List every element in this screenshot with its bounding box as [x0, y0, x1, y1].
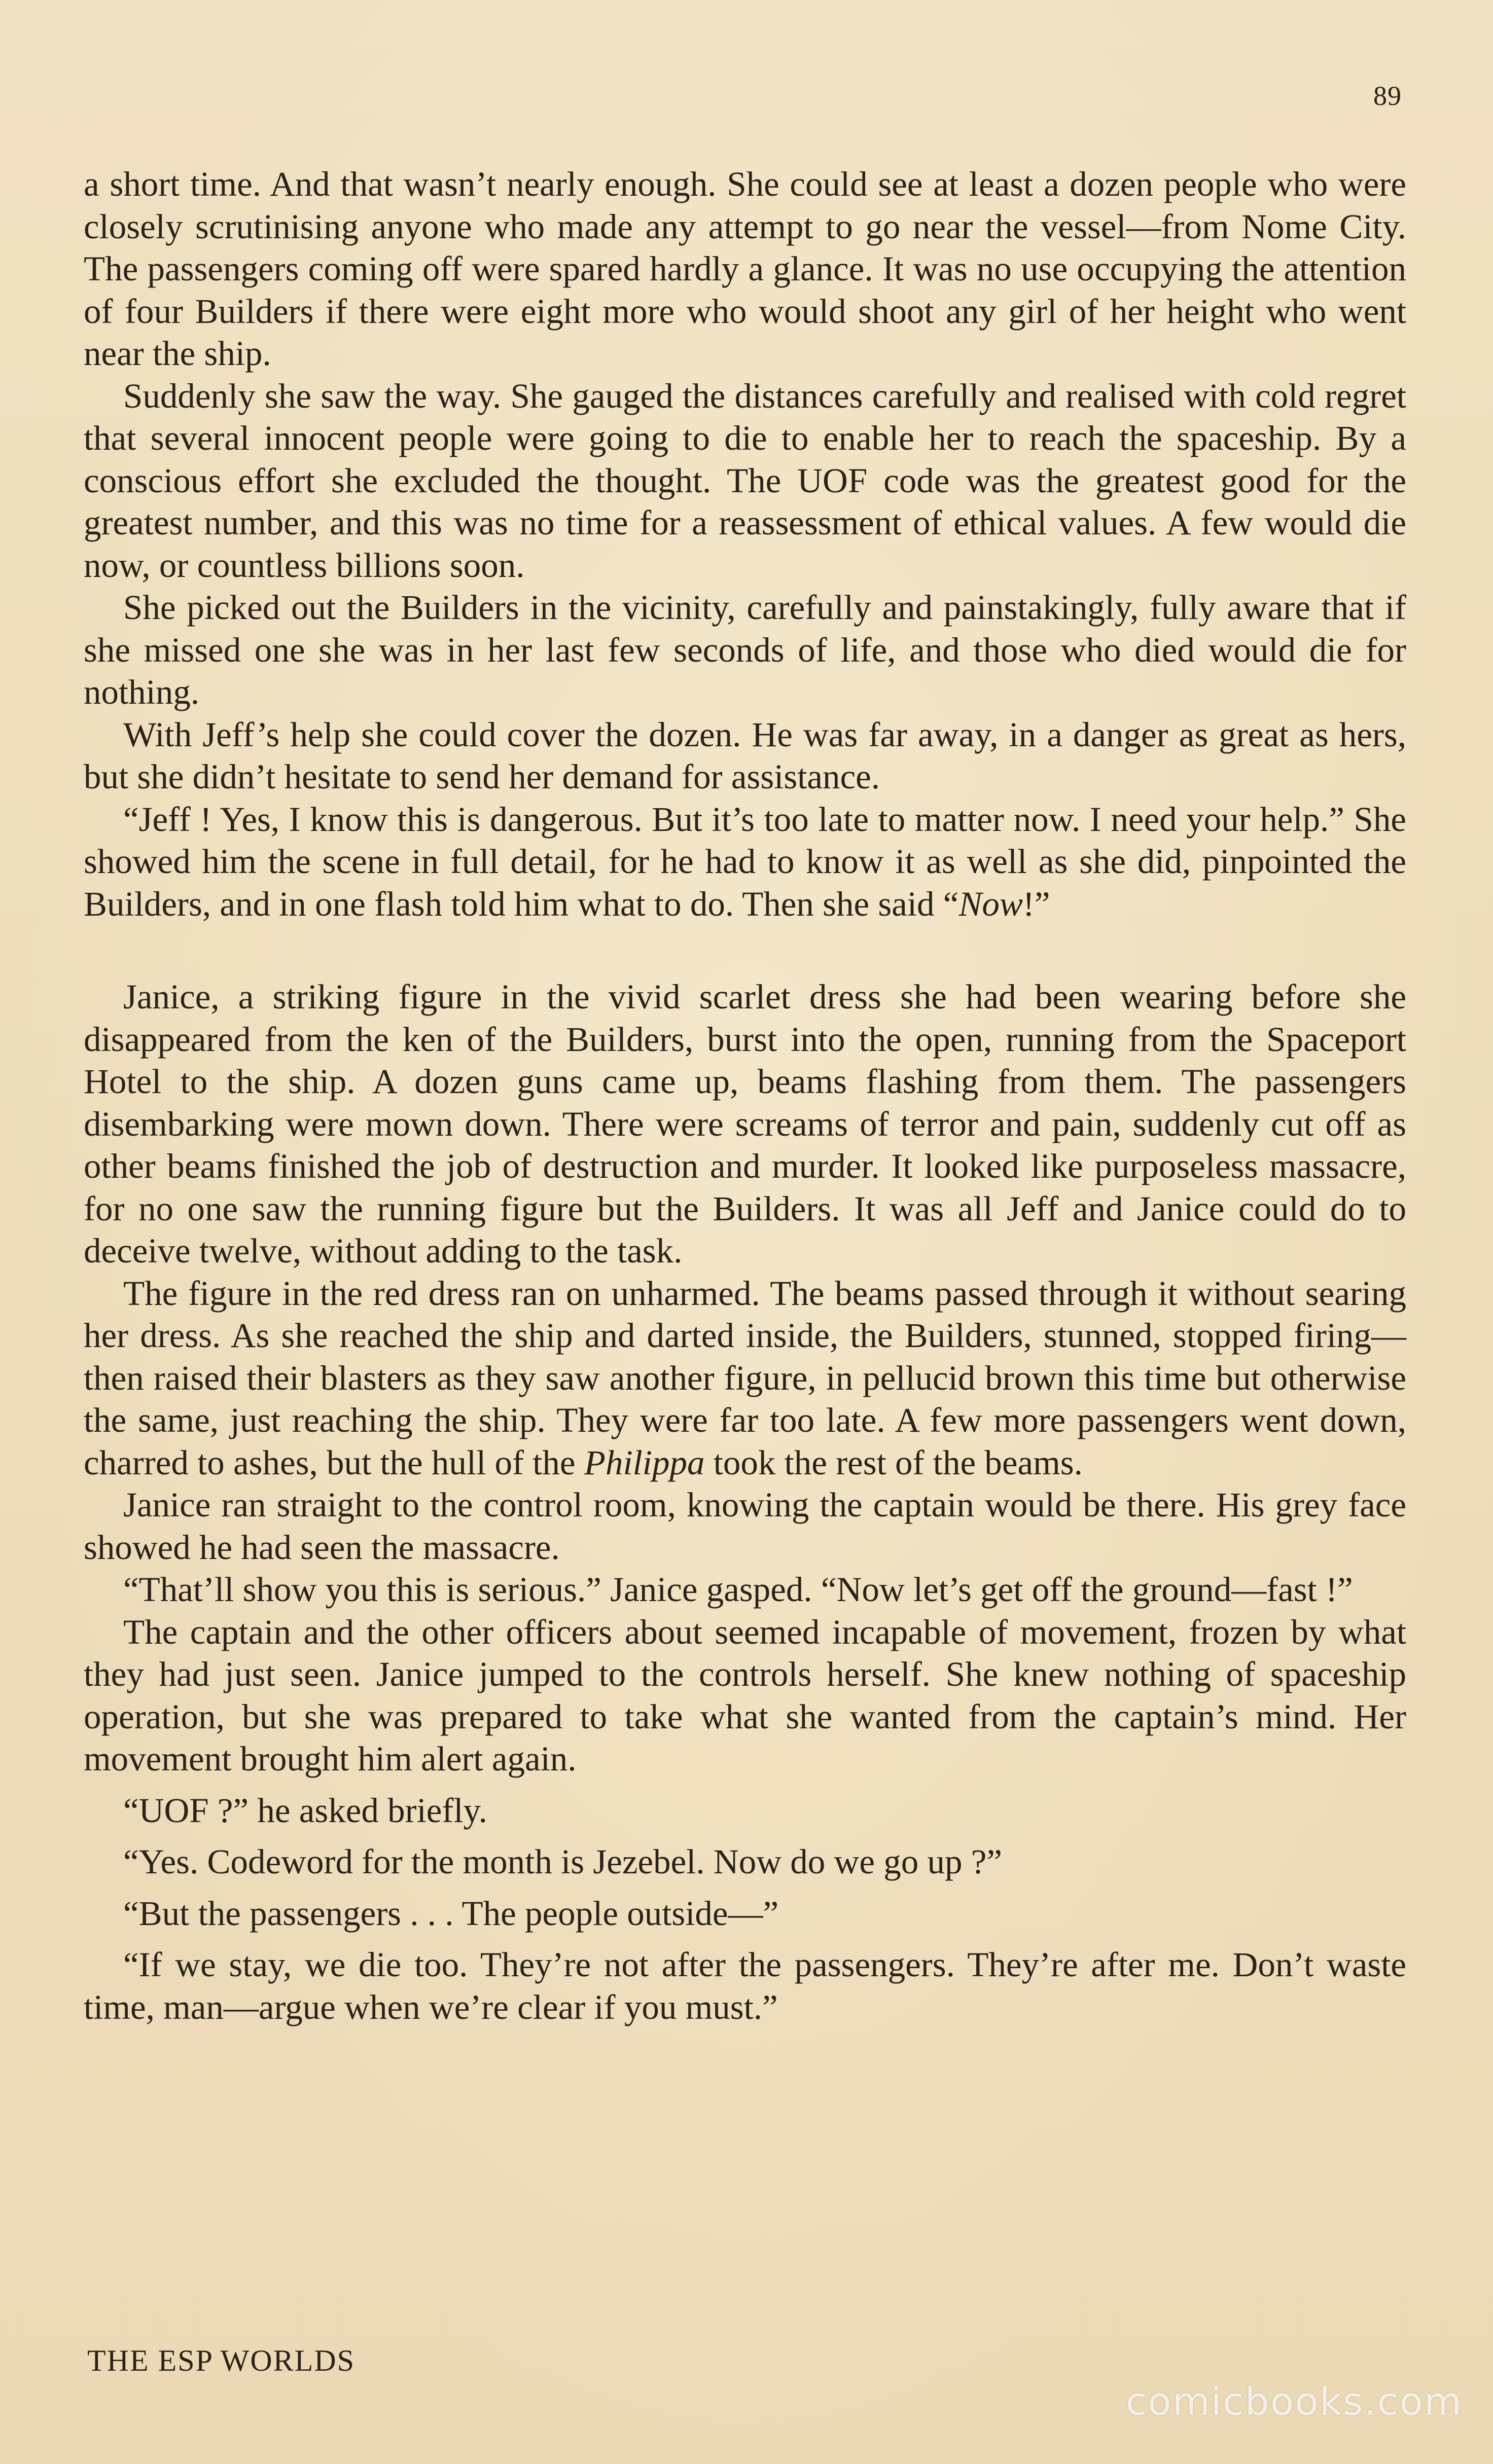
- section-break: [84, 925, 1406, 976]
- dialogue-line: “Yes. Codeword for the month is Jezebel. Now do we go up ?”: [123, 1842, 1002, 1881]
- paragraph-text: “Jeff ! Yes, I know this is dangerous. But it’s too late to matter now. I need your help.” She showed him the scene in full detail, for he had to know it as well as she did, pinpointed the Builders, and in one flash told him what to do. Then she said “: [84, 800, 1406, 923]
- watermark: comicbooks.com: [1125, 2379, 1463, 2424]
- running-footer: THE ESP WORLDS: [87, 2344, 356, 2377]
- dialogue-line: “But the passengers . . . The people outside—”: [123, 1894, 779, 1933]
- paragraph-text-end: !”: [1022, 884, 1050, 923]
- paragraph: Janice ran straight to the control room, knowing the captain would be there. His grey face showed he had seen the massacre.: [84, 1485, 1406, 1567]
- paragraph: The captain and the other officers about seemed incapable of movement, frozen by what they had just seen. Janice jumped to the controls herself. She knew nothing of spaceship operation, but she was prepared to take what she wanted from the captain’s mind. Her movement brought him alert again.: [84, 1612, 1406, 1778]
- paragraph: “That’ll show you this is serious.” Janice gasped. “Now let’s get off the ground—fast !”: [123, 1570, 1353, 1609]
- paragraph-text-end: took the rest of the beams.: [704, 1443, 1083, 1482]
- paragraph: She picked out the Builders in the vicinity, carefully and painstakingly, fully aware that if she missed one she was in her last few seconds of life, and those who died would die for nothing.: [84, 588, 1406, 711]
- paragraph: [84, 799, 1406, 926]
- body-text: [84, 163, 1406, 2028]
- paragraph: a short time. And that wasn’t nearly enough. She could see at least a dozen people who were closely scrutinising anyone who made any attempt to go near the vessel—from Nome City. The passengers coming off were spared hardly a glance. It was no use occupying the attention of four Builders if there were eight more who would shoot any girl of her height who went near the ship.: [84, 165, 1406, 373]
- dialogue-line: “If we stay, we die too. They’re not after the passengers. They’re after me. Don’t waste time, man—argue when we’re clear if you must.”: [84, 1945, 1406, 2026]
- emphasis-text: Now: [958, 884, 1023, 923]
- page-number: 89: [1373, 81, 1402, 111]
- paragraph: Suddenly she saw the way. She gauged the distances carefully and realised with cold regret that several innocent people were going to die to enable her to reach the spaceship. By a conscious effort she excluded the thought. The UOF code was the greatest good for the greatest number, and this was no time for a reassessment of ethical values. A few would die now, or countless billions soon.: [84, 376, 1406, 585]
- paragraph-text: The figure in the red dress ran on unharmed. The beams passed through it without searing her dress. As she reached the ship and darted inside, the Builders, stunned, stopped firing—then raised their blasters as they saw another figure, in pellucid brown this time but otherwise the same, just reaching the ship. They were far too late. A few more passengers went down, charred to ashes, but the hull of the: [84, 1274, 1406, 1482]
- dialogue-line: “UOF ?” he asked briefly.: [123, 1791, 487, 1830]
- ship-name: Philippa: [584, 1443, 705, 1482]
- paragraph: With Jeff’s help she could cover the dozen. He was far away, in a danger as great as hers, but she didn’t hesitate to send her demand for assistance.: [84, 715, 1406, 796]
- paragraph: [84, 1273, 1406, 1484]
- paragraph: Janice, a striking figure in the vivid scarlet dress she had been wearing before she disappeared from the ken of the Builders, burst into the open, running from the Spaceport Hotel to the ship. A dozen guns came up, beams flashing from them. The passengers disembarking were mown down. There were screams of terror and pain, suddenly cut off as other beams finished the job of destruction and murder. It looked like purposeless massacre, for no one saw the running figure but the Builders. It was all Jeff and Janice could do to deceive twelve, without adding to the task.: [84, 977, 1406, 1270]
